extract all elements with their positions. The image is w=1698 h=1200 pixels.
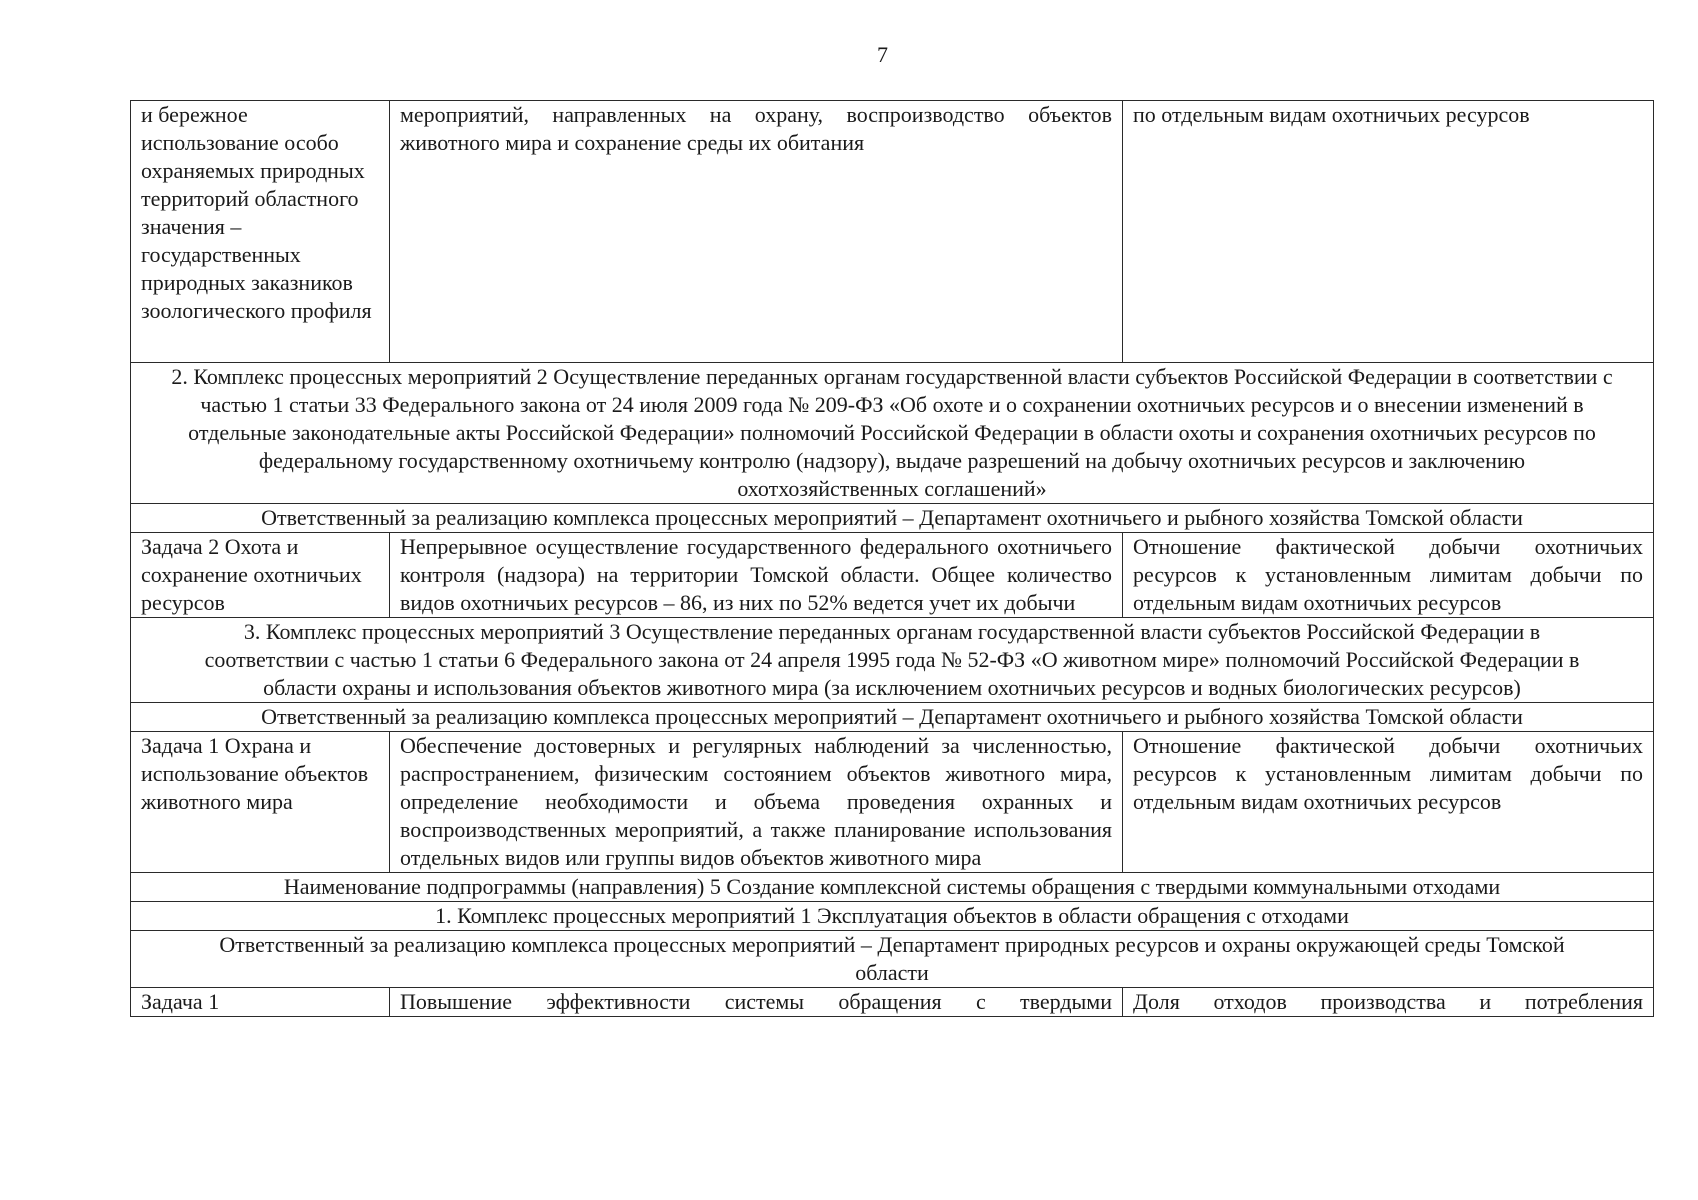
program-table	[130, 100, 1654, 1017]
task-description-cell: Непрерывное осуществление государственного федерального охотничьего контроля (надзора) на территории Томской области. Общее количество видов охотничьих ресурсов – 86, из них по 52% ведется учет их добычи	[390, 533, 1123, 618]
responsible-row: Ответственный за реализацию комплекса процессных мероприятий – Департамент охотничьего и рыбного хозяйства Томской области	[131, 504, 1654, 533]
indicator-cell: Доля отходов производства и потребления	[1123, 988, 1654, 1017]
indicator-cell: Отношение фактической добычи охотничьих ресурсов к установленным лимитам добычи по отдельным видам охотничьих ресурсов	[1123, 533, 1654, 618]
task-name-cell: и бережное использование особо охраняемых природных территорий областного значения – государственных природных заказников зоологического профиля	[131, 101, 390, 363]
table-row	[131, 873, 1654, 902]
task-description-cell: Обеспечение достоверных и регулярных наблюдений за численностью, распространением, физическим состоянием объектов животного мира, определение необходимости и объема проведения охранных и воспроизводственных мероприятий, а также планирование использования отдельных видов или группы видов объектов животного мира	[390, 732, 1123, 873]
page-number: 7	[877, 42, 888, 67]
table-row	[131, 533, 1654, 618]
indicator-cell: по отдельным видам охотничьих ресурсов	[1123, 101, 1654, 363]
responsible-row: Ответственный за реализацию комплекса процессных мероприятий – Департамент охотничьего и рыбного хозяйства Томской области	[131, 703, 1654, 732]
table-row	[131, 988, 1654, 1017]
table-row	[131, 101, 1654, 363]
task-description-cell: Повышение эффективности системы обращения с твердыми	[390, 988, 1123, 1017]
table-row	[131, 732, 1654, 873]
table-row	[131, 703, 1654, 732]
task-name-cell: Задача 1 Охрана и использование объектов животного мира	[131, 732, 390, 873]
task-name-cell: Задача 2 Охота и сохранение охотничьих ресурсов	[131, 533, 390, 618]
table-row	[131, 931, 1654, 988]
subprogram-title: Наименование подпрограммы (направления) 5 Создание комплексной системы обращения с твердыми коммунальными отходами	[131, 873, 1654, 902]
table-row	[131, 363, 1654, 504]
table-row	[131, 902, 1654, 931]
complex-title: 2. Комплекс процессных мероприятий 2 Осуществление переданных органам государственной власти субъектов Российской Федерации в соответствии с частью 1 статьи 33 Федерального закона от 24 июля 2009 года № 209-ФЗ «Об охоте и о сохранении охотничьих ресурсов и о внесении изменений в отдельные законодательные акты Российской Федерации» полномочий Российской Федерации в области охоты и сохранения охотничьих ресурсов по федеральному государственному охотничьему контролю (надзору), выдаче разрешений на добычу охотничьих ресурсов и заключению охотхозяйственных соглашений»	[131, 363, 1654, 504]
task-description-cell: мероприятий, направленных на охрану, воспроизводство объектов животного мира и сохранение среды их обитания	[390, 101, 1123, 363]
indicator-cell: Отношение фактической добычи охотничьих ресурсов к установленным лимитам добычи по отдельным видам охотничьих ресурсов	[1123, 732, 1654, 873]
table-row	[131, 618, 1654, 703]
task-name-cell: Задача 1	[131, 988, 390, 1017]
complex-title: 3. Комплекс процессных мероприятий 3 Осуществление переданных органам государственной власти субъектов Российской Федерации в соответствии с частью 1 статьи 6 Федерального закона от 24 апреля 1995 года № 52-ФЗ «О животном мире» полномочий Российской Федерации в области охраны и использования объектов животного мира (за исключением охотничьих ресурсов и водных биологических ресурсов)	[131, 618, 1654, 703]
responsible-row: Ответственный за реализацию комплекса процессных мероприятий – Департамент природных ресурсов и охраны окружающей среды Томской области	[131, 931, 1654, 988]
complex-title: 1. Комплекс процессных мероприятий 1 Эксплуатация объектов в области обращения с отходами	[131, 902, 1654, 931]
table-row	[131, 504, 1654, 533]
